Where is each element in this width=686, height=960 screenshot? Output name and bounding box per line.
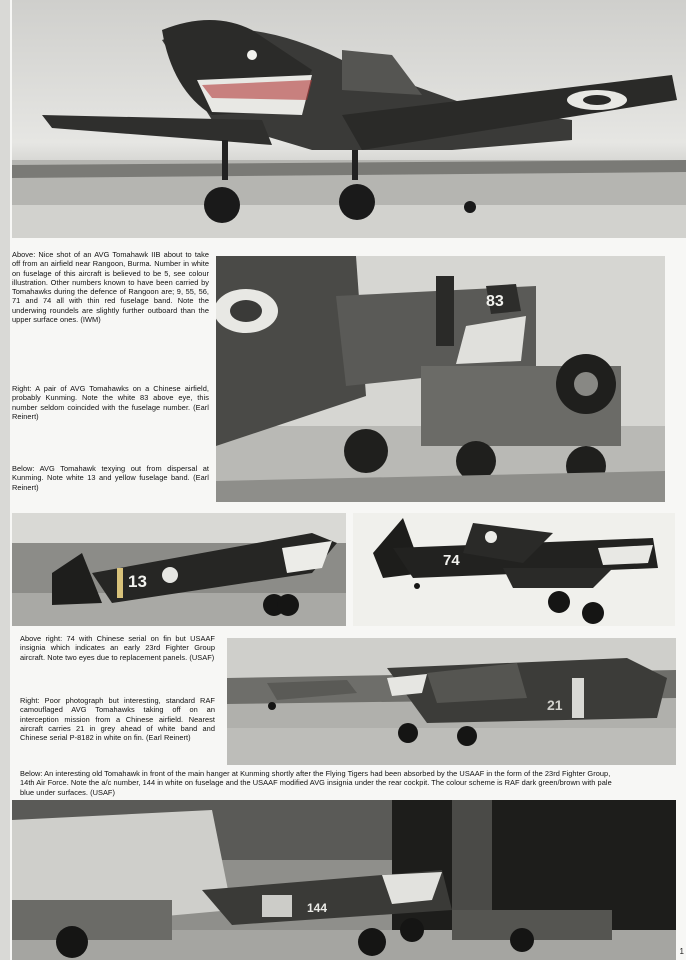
photo4-marking-number: 74 — [443, 552, 460, 569]
photo-raf-camouflaged-takeoff — [227, 638, 676, 765]
photo-pair-with-jeep — [216, 256, 665, 502]
photo-tomahawk-takeoff — [12, 0, 686, 238]
photo6-marking-number: 144 — [307, 901, 328, 915]
caption-below-wide: Below: An interesting old Tomahawk in front of the main hanger at Kunming shortly after the Flying Tigers had been absorbed by the USAAF in the form of the 23rd Fighter Group, 14th Air Force. Note the a/c number, 144 in white on fuselage and the USAAF modified AVG insignia under the rear cockpit. The colour scheme is RAF dark green/brown with pale blue under surfaces. (USAF) — [20, 769, 612, 797]
page-number: 1 — [679, 947, 684, 956]
caption-right: Right: A pair of AVG Tomahawks on a Chinese airfield, probably Kunming. Note the white 83 above eye, this number seldom coincided with the fuselage number. (Earl Reinert) — [12, 384, 209, 421]
photo-tomahawk-hangar-kunming — [12, 800, 676, 960]
caption-below-left: Below: AVG Tomahawk texying out from dispersal at Kunming. Note white 13 and yellow fuselage band. (Earl Reinert) — [12, 464, 209, 492]
page-edge-shadow — [0, 0, 10, 960]
photo-tomahawk-74 — [353, 513, 675, 626]
photo5-marking-number: 21 — [547, 697, 563, 713]
photo-tomahawk-13-taxying — [12, 513, 346, 626]
caption-above: Above: Nice shot of an AVG Tomahawk IIB about to take off from an airfield near Rangoon, Burma. Number in white on fuselage of this aircraft is believed to be 5, see colour illustration. Other numbers known to have been carried by Tomahawks during the defence of Rangoon are; 9, 55, 56, 71 and 74 all with thin red fuselage band. Note the underwing roundels are slightly further outboard than the upper surface ones. (IWM) — [12, 250, 209, 325]
photo2-marking-number: 83 — [486, 293, 504, 310]
caption-right-bottom: Right: Poor photograph but interesting, standard RAF camouflaged AVG Tomahawks taking off on an interception mission from a Chinese airfield. Nearest aircraft carries 21 in grey ahead of white band and Chinese serial P-8182 in white on fin. (Earl Reinert) — [20, 696, 215, 743]
photo3-marking-number: 13 — [128, 572, 147, 591]
caption-above-right: Above right: 74 with Chinese serial on fin but USAAF insignia which indicates an early 23rd Fighter Group aircraft. Note two eyes due to replacement panels. (USAF) — [20, 634, 215, 662]
